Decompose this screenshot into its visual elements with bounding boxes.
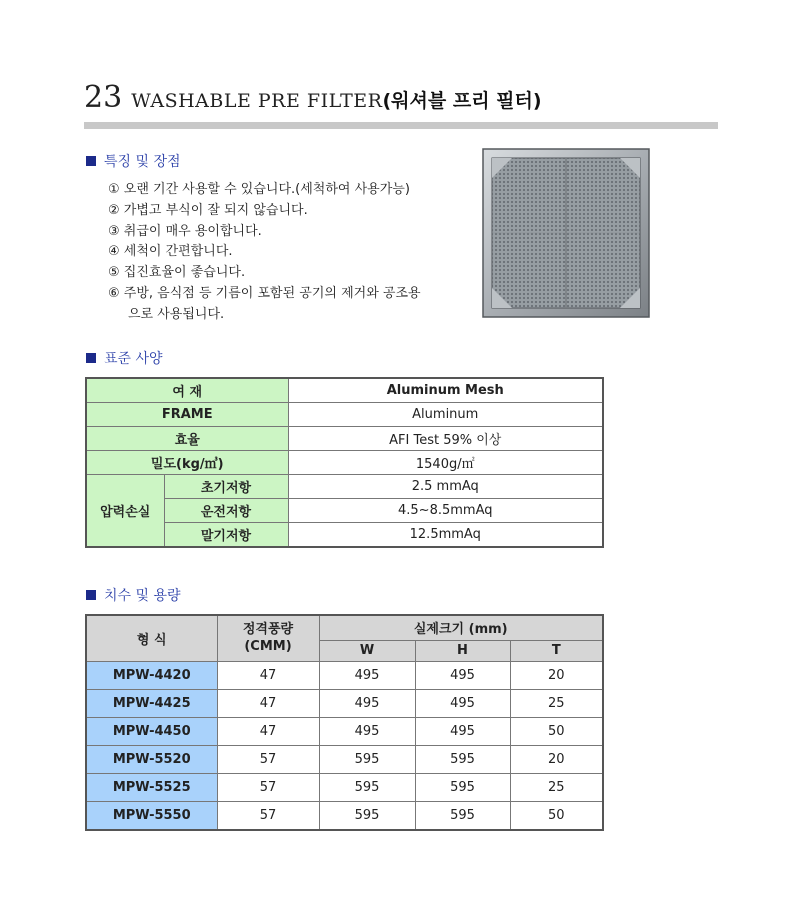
- h-cell: 595: [415, 773, 510, 801]
- t-cell: 20: [510, 745, 603, 773]
- spec-label: 운전저항: [164, 499, 288, 523]
- flow-header: [217, 615, 319, 661]
- h-cell: 495: [415, 717, 510, 745]
- title-divider: [84, 122, 718, 129]
- feature-item: ① 오랜 기간 사용할 수 있습니다.(세척하여 사용가능): [108, 182, 410, 197]
- h-cell: 495: [415, 661, 510, 689]
- size-header: 실제크기 (mm): [319, 615, 603, 640]
- square-bullet-icon: [86, 156, 96, 166]
- model-cell: MPW-5525: [86, 773, 217, 801]
- flow-header-line2: (CMM): [244, 639, 292, 655]
- table-row: [86, 773, 603, 801]
- square-bullet-icon: [86, 590, 96, 600]
- table-row: [86, 801, 603, 830]
- flow-cell: 57: [217, 745, 319, 773]
- t-cell: 25: [510, 689, 603, 717]
- spec-label: 여 재: [86, 378, 288, 403]
- w-cell: 595: [319, 745, 415, 773]
- spec-label: 효율: [86, 427, 288, 451]
- spec-value: AFI Test 59% 이상: [288, 427, 603, 451]
- spec-value: 2.5 mmAq: [288, 475, 603, 499]
- feature-item-continuation: 으로 사용됩니다.: [128, 306, 225, 322]
- model-cell: MPW-5550: [86, 801, 217, 830]
- table-row: [86, 689, 603, 717]
- w-cell: 495: [319, 717, 415, 745]
- spec-group-label: 압력손실: [86, 475, 164, 548]
- table-row: [86, 499, 603, 523]
- t-cell: 50: [510, 801, 603, 830]
- table-row: [86, 403, 603, 427]
- spec-value: Aluminum: [288, 403, 603, 427]
- flow-cell: 47: [217, 717, 319, 745]
- w-cell: 595: [319, 773, 415, 801]
- title-number: 23: [84, 80, 123, 115]
- table-header-row: [86, 615, 603, 640]
- t-cell: 50: [510, 717, 603, 745]
- table-row: [86, 745, 603, 773]
- h-cell: 595: [415, 745, 510, 773]
- flow-cell: 57: [217, 773, 319, 801]
- spec-label: 밀도(kg/㎥): [86, 451, 288, 475]
- spec-table: [85, 377, 604, 548]
- feature-item: ④ 세척이 간편합니다.: [108, 244, 233, 260]
- page-title: [84, 80, 542, 120]
- t-cell: 25: [510, 773, 603, 801]
- square-bullet-icon: [86, 353, 96, 363]
- table-row: [86, 523, 603, 548]
- flow-cell: 47: [217, 661, 319, 689]
- specs-heading: 표준 사양: [86, 348, 163, 368]
- feature-item: ③ 취급이 매우 용이합니다.: [108, 223, 262, 239]
- spec-value: 1540g/㎡: [288, 451, 603, 475]
- spec-value: 12.5mmAq: [288, 523, 603, 548]
- w-cell: 595: [319, 801, 415, 830]
- spec-value: Aluminum Mesh: [288, 378, 603, 403]
- flow-cell: 57: [217, 801, 319, 830]
- model-header: 형 식: [86, 615, 217, 661]
- feature-item: ⑤ 집진효율이 좋습니다.: [108, 265, 246, 281]
- h-cell: 495: [415, 689, 510, 717]
- table-row: [86, 475, 603, 499]
- dimension-table: [85, 614, 604, 831]
- model-cell: MPW-4425: [86, 689, 217, 717]
- w-cell: 495: [319, 661, 415, 689]
- model-cell: MPW-5520: [86, 745, 217, 773]
- flow-cell: 47: [217, 689, 319, 717]
- table-row: [86, 451, 603, 475]
- feature-item: ⑥ 주방, 음식점 등 기름이 포함된 공기의 제거와 공조용: [108, 285, 421, 301]
- spec-label: 초기저항: [164, 475, 288, 499]
- model-cell: MPW-4450: [86, 717, 217, 745]
- h-header: H: [415, 640, 510, 661]
- spec-value: 4.5~8.5mmAq: [288, 499, 603, 523]
- w-header: W: [319, 640, 415, 661]
- title-english: WASHABLE PRE FILTER: [131, 90, 383, 112]
- spec-label: 말기저항: [164, 523, 288, 548]
- table-row: [86, 717, 603, 745]
- h-cell: 595: [415, 801, 510, 830]
- table-row: [86, 427, 603, 451]
- w-cell: 495: [319, 689, 415, 717]
- table-row: [86, 661, 603, 689]
- model-cell: MPW-4420: [86, 661, 217, 689]
- feature-list: [108, 180, 421, 326]
- flow-header-line1: 정격풍량: [242, 622, 294, 638]
- feature-item: ② 가볍고 부식이 잘 되지 않습니다.: [108, 202, 308, 218]
- spec-label: FRAME: [86, 403, 288, 427]
- t-cell: 20: [510, 661, 603, 689]
- table-row: [86, 378, 603, 403]
- features-heading: 특징 및 장점: [86, 151, 181, 171]
- dimensions-heading: 치수 및 용량: [86, 585, 181, 605]
- t-header: T: [510, 640, 603, 661]
- filter-product-photo: [482, 148, 650, 318]
- title-korean: (워셔블 프리 필터): [382, 90, 542, 112]
